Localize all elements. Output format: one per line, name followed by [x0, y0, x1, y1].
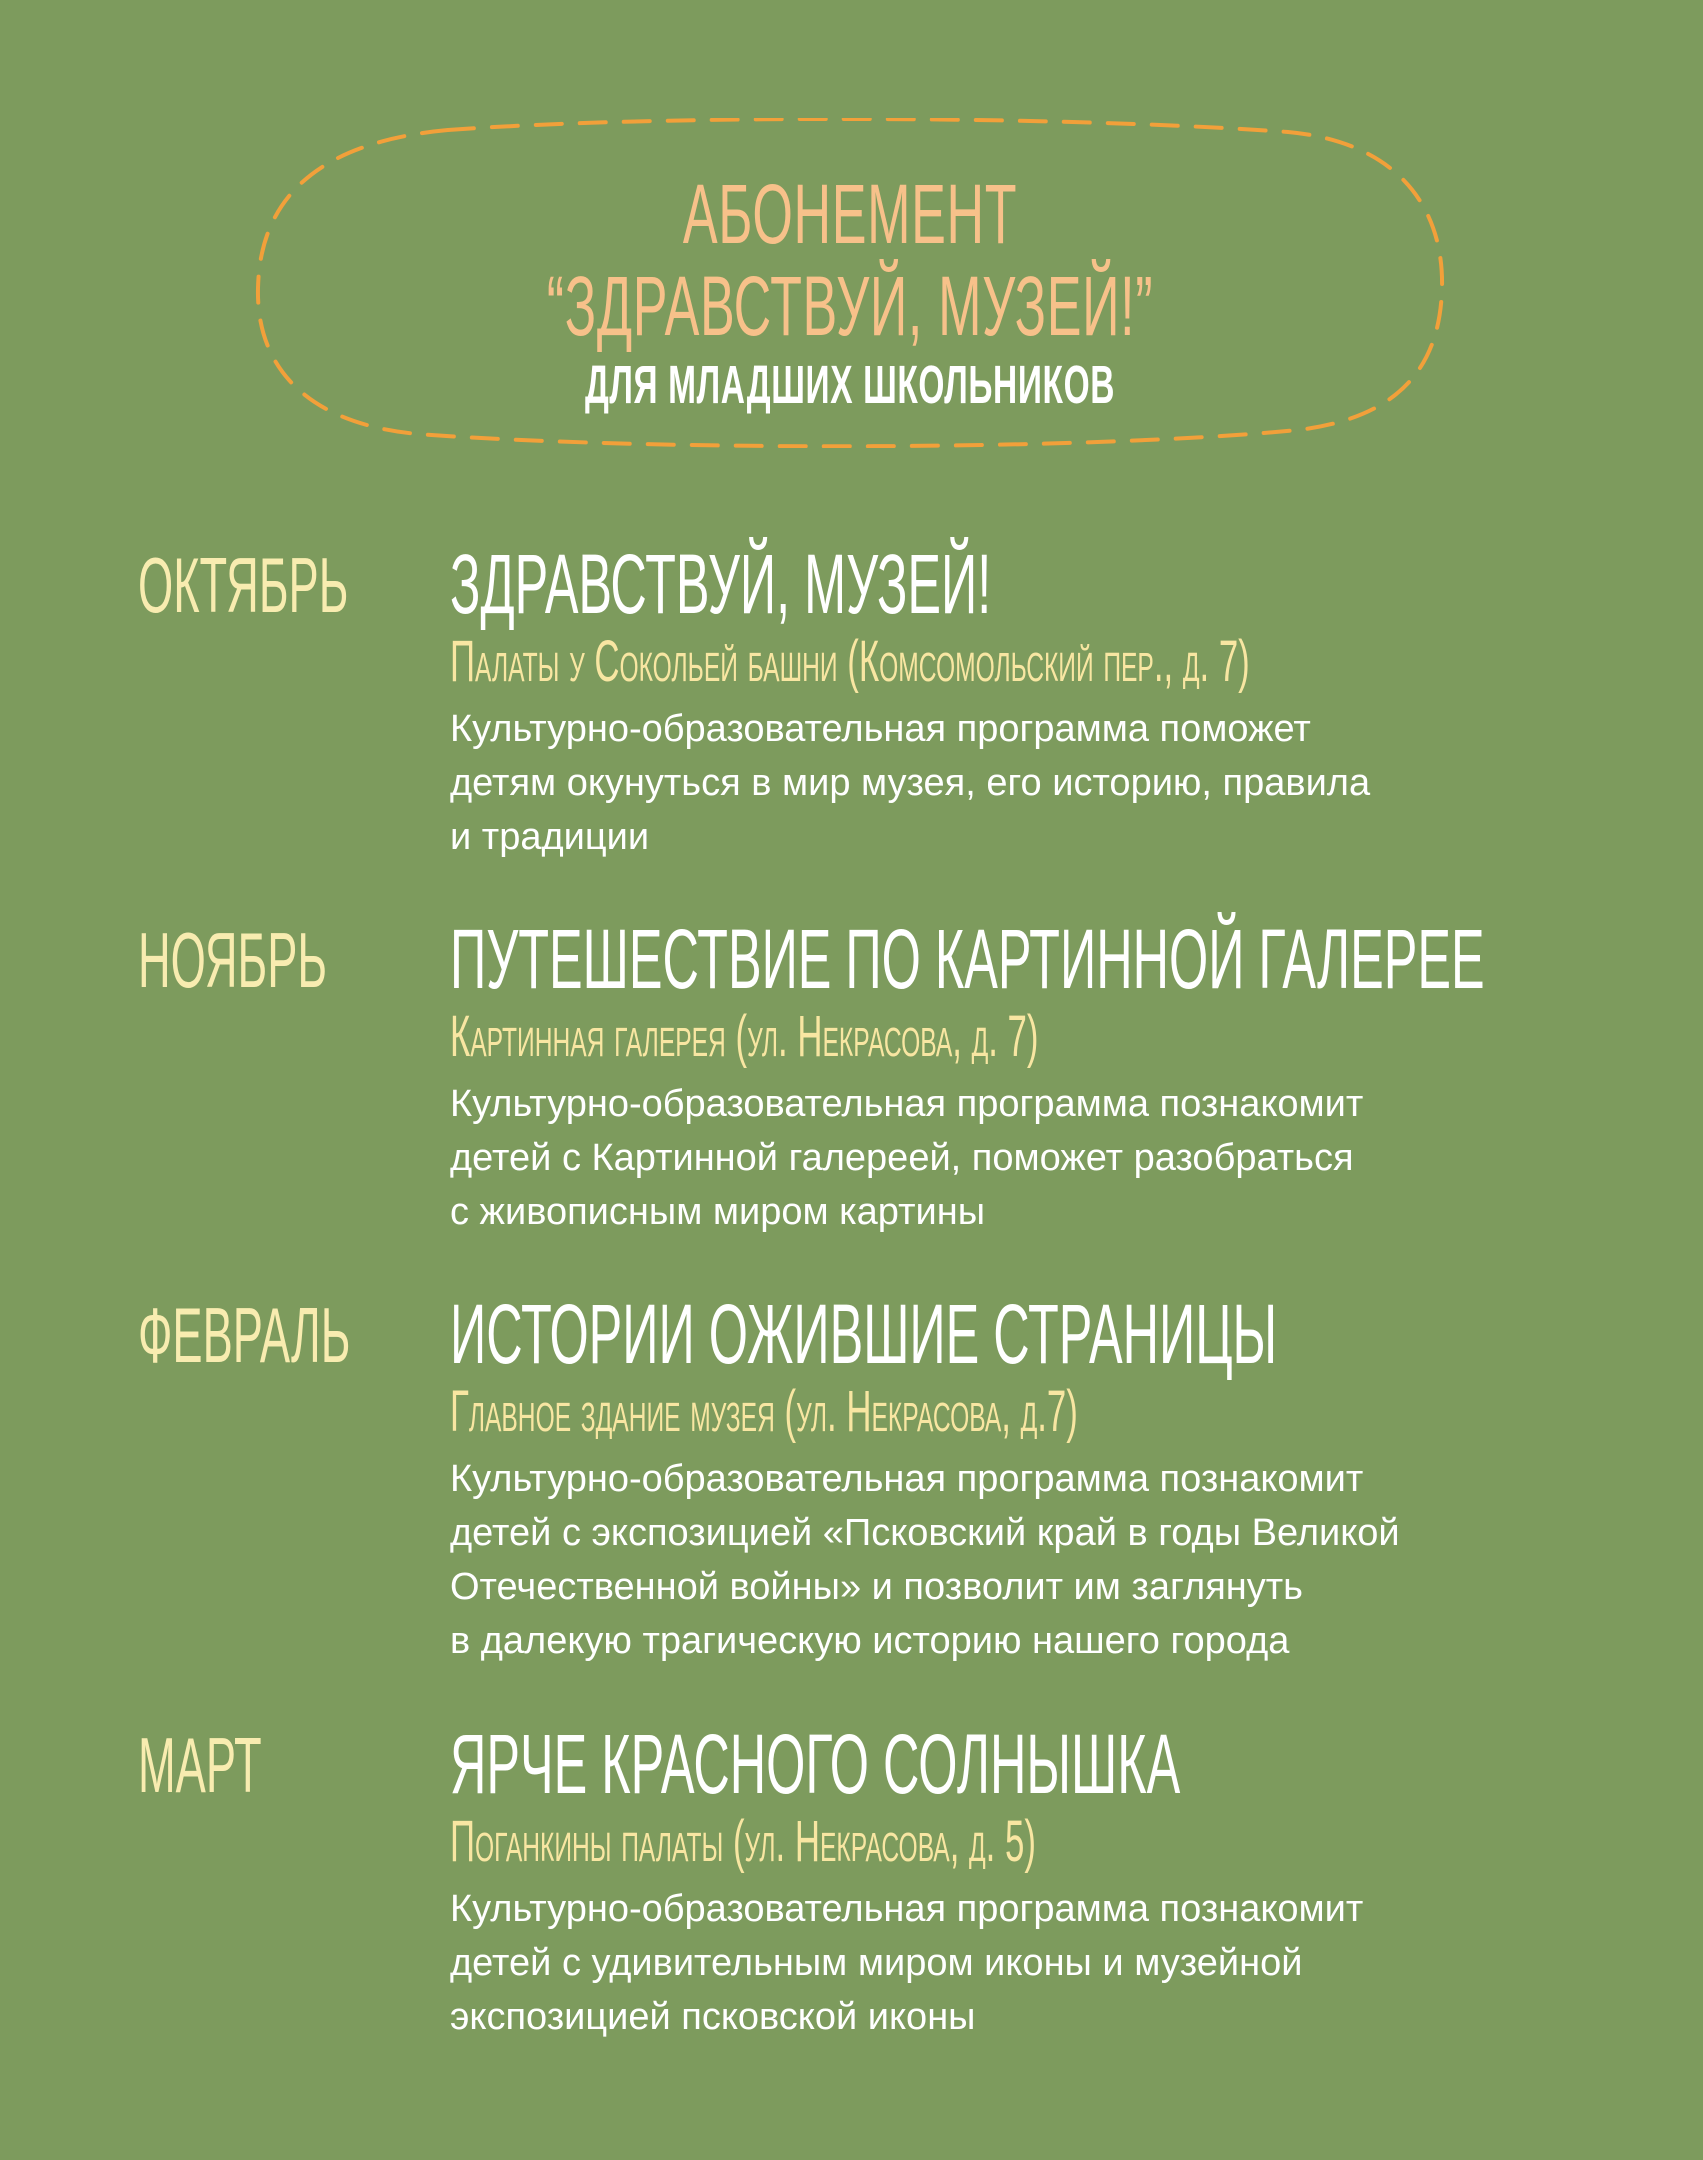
event-place: Картинная галерея (ул. Некрасова, д. 7) [450, 1004, 1039, 1069]
event-description [450, 1882, 1690, 2044]
description-line: Культурно-образовательная программа поможет [450, 708, 1311, 750]
description-line: и традиции [450, 816, 650, 858]
event-description [450, 1452, 1690, 1668]
description-line: Отечественной войны» и позволит им заглянуть [450, 1566, 1303, 1608]
description-line: Культурно-образовательная программа познакомит [450, 1888, 1364, 1930]
description-line: детям окунуться в мир музея, его историю, правила [450, 762, 1371, 804]
description-line: экспозицией псковской иконы [450, 1996, 976, 2038]
description-line: детей с удивительным миром иконы и музейной [450, 1942, 1303, 1984]
description-line: детей с Картинной галереей, поможет разобраться [450, 1137, 1354, 1179]
header-subtitle: ДЛЯ МЛАДШИХ ШКОЛЬНИКОВ [584, 355, 1116, 415]
header-title-line1: АБОНЕМЕНТ [682, 167, 1018, 261]
event-title: ИСТОРИИ ОЖИВШИЕ СТРАНИЦЫ [450, 1287, 1278, 1381]
description-line: детей с экспозицией «Псковский край в годы Великой [450, 1512, 1400, 1554]
header-title-line2: “ЗДРАВСТВУЙ, МУЗЕЙ!” [546, 259, 1154, 353]
event-place: Поганкины палаты (ул. Некрасова, д. 5) [450, 1809, 1036, 1874]
event-month: МАРТ [138, 1721, 262, 1809]
event-title: ЗДРАВСТВУЙ, МУЗЕЙ! [450, 537, 992, 631]
header-frame [248, 118, 1452, 448]
description-line: в далекую трагическую историю нашего города [450, 1620, 1290, 1662]
description-line: Культурно-образовательная программа познакомит [450, 1458, 1364, 1500]
event-month: НОЯБРЬ [138, 916, 328, 1004]
event-place: Палаты у Сокольей башни (Комсомольский пер., д. 7) [450, 629, 1250, 694]
description-line: Культурно-образовательная программа познакомит [450, 1083, 1364, 1125]
event-month: ОКТЯБРЬ [138, 541, 349, 629]
event-title: ЯРЧЕ КРАСНОГО СОЛНЫШКА [450, 1717, 1181, 1811]
event-month: ФЕВРАЛЬ [138, 1291, 351, 1379]
event-description [450, 1077, 1690, 1239]
event-description [450, 702, 1690, 864]
event-place: Главное здание музея (ул. Некрасова, д.7) [450, 1379, 1078, 1444]
event-title: ПУТЕШЕСТВИЕ ПО КАРТИННОЙ ГАЛЕРЕЕ [450, 912, 1485, 1006]
description-line: с живописным миром картины [450, 1191, 986, 1233]
